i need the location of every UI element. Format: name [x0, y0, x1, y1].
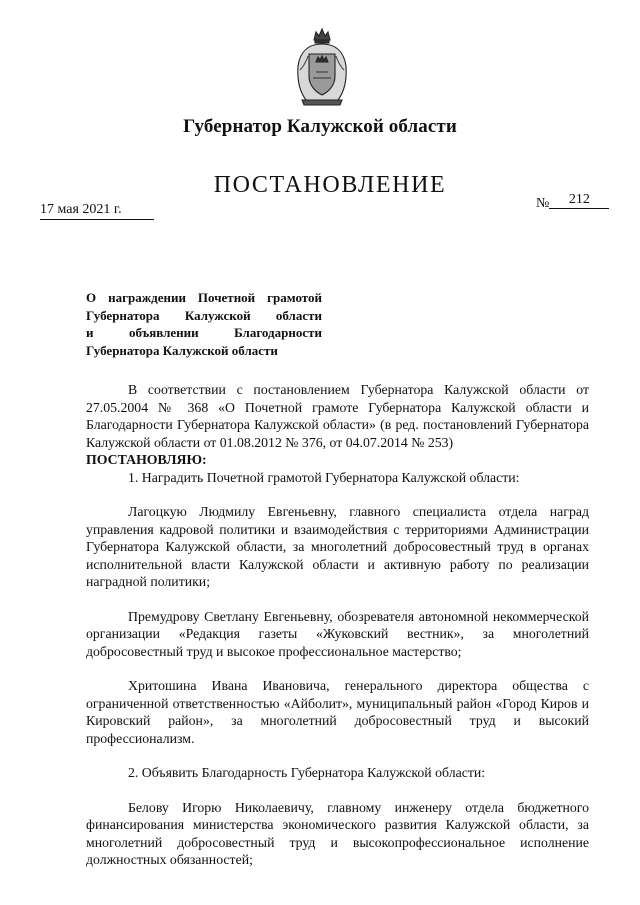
item-2-paragraph: 2. Объявить Благодарность Губернатора Калужской области: — [128, 765, 486, 780]
subject-line: Губернатора Калужской области — [86, 307, 322, 323]
number-value: 212 — [549, 192, 609, 209]
document-subject — [86, 289, 322, 359]
issuing-authority: Губернатор Калужской области — [183, 116, 457, 137]
award-paragraph: Лагоцкую Людмилу Евгеньевну, главного специалиста отдела наград управления кадровой политики и взаимодействия с территориями Администрации Губернатора Калужской области, за многолетний добросовестный труд в органах исполнительной власти Калужской области и активную работу по реализации наградной политики; — [86, 504, 589, 589]
subject-line: Губернатора Калужской области — [86, 342, 278, 358]
award-paragraph: Хритошина Ивана Ивановича, генерального директора общества с ограниченной ответственностью «Айболит», муниципальный район «Город Киров и Кировский район», за многолетний добросовестный труд и высокий профессионализм. — [86, 678, 589, 746]
number-label: № — [536, 196, 550, 211]
item-1-paragraph: 1. Наградить Почетной грамотой Губернатора Калужской области: — [128, 469, 520, 485]
document-number — [536, 192, 609, 213]
resolve-heading: ПОСТАНОВЛЯЮ: — [86, 452, 207, 467]
subject-line: О награждении Почетной грамотой — [86, 290, 322, 305]
document-date: 17 мая 2021 г. — [40, 202, 154, 220]
document-body — [86, 381, 589, 869]
thanks-paragraph: Белову Игорю Николаевичу, главному инженеру отдела бюджетного финансирования министерства экономического развития Калужской области, за многолетний добросовестный труд и высокопрофессиональное исполнение должностных обязанностей; — [86, 799, 589, 867]
document-type-title: ПОСТАНОВЛЕНИЕ — [213, 172, 447, 198]
subject-line: и объявлении Благодарности — [86, 325, 322, 340]
preamble-paragraph: В соответствии с постановлением Губернатора Калужской области от 27.05.2004 № 368 «О Почетной грамоте Губернатора Калужской области и Благодарности Губернатора Калужской области» (в ред. постановлений Губернатора Калужской области от 01.08.2012 № 376, от 04.07.2014 № 253) — [86, 382, 589, 450]
award-paragraph: Премудрову Светлану Евгеньевну, обозревателя автономной некоммерческой организации «Редакция газеты «Жуковский вестник», за многолетний добросовестный труд и высокое профессиональное мастерство; — [86, 608, 589, 659]
coat-of-arms-emblem — [294, 26, 350, 108]
